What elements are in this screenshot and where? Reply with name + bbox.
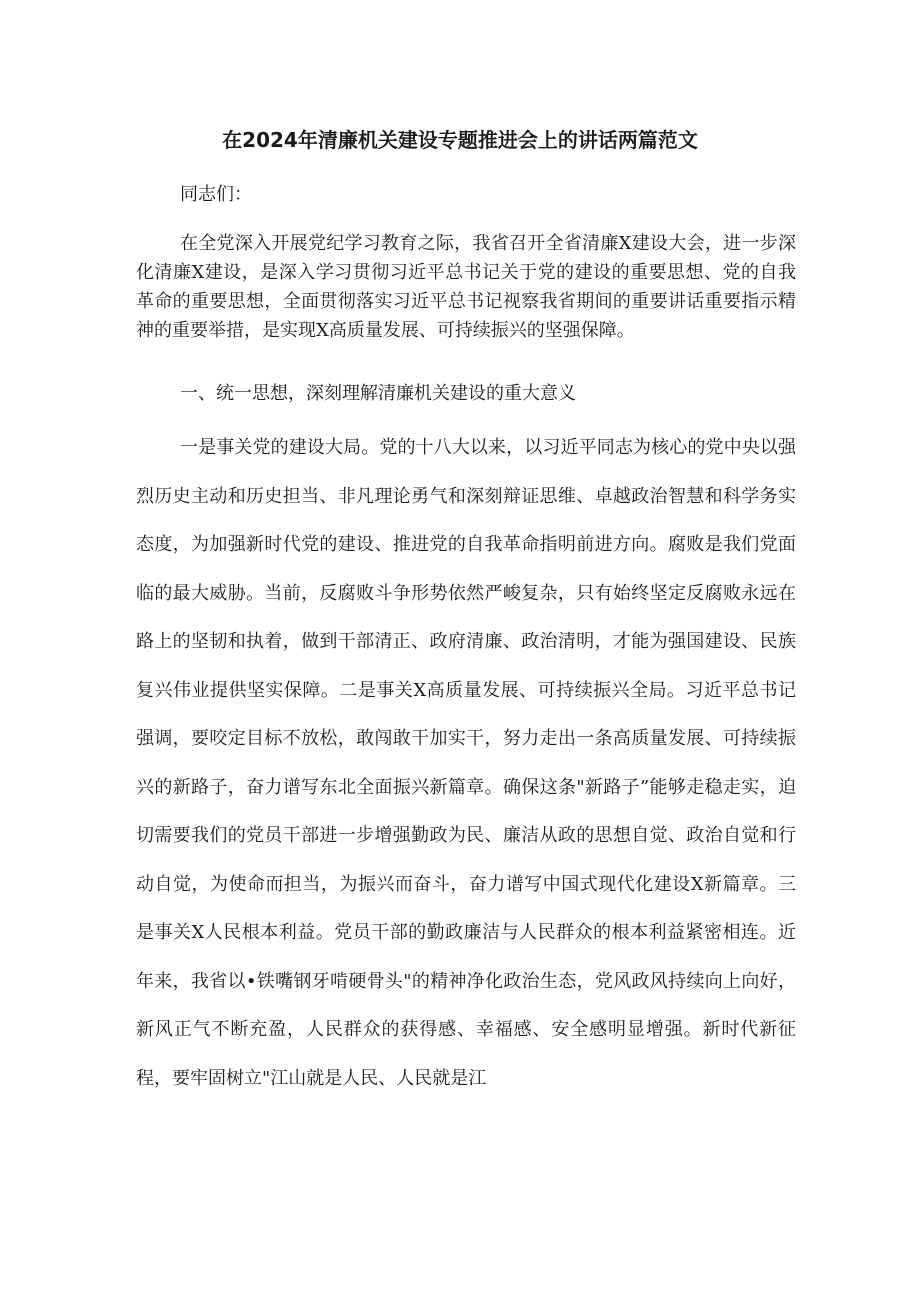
body-paragraph: 一是事关党的建设大局。党的十八大以来，以习近平同志为核心的党中央以强烈历史主动和历史担当、非凡理论勇气和深刻辩证思维、卓越政治智慧和科学务实态度，为加强新时代党的建设、推进党的自我革命指明前进方向。腐败是我们党面临的最大威胁。当前，反腐败斗争形势依然严峻复杂，只有始终坚定反腐败永远在路上的坚韧和执着，做到干部清正、政府清廉、政治清明，才能为强国建设、民族复兴伟业提供坚实保障。二是事关X高质量发展、可持续振兴全局。习近平总书记强调，要咬定目标不放松，敢闯敢干加实干，努力走出一条高质量发展、可持续振兴的新路子，奋力谱写东北全面振兴新篇章。确保这条"新路子”能够走稳走实，迫切需要我们的党员干部进一步增强勤政为民、廉洁从政的思想自觉、政治自觉和行动自觉，为使命而担当，为振兴而奋斗，奋力谱写中国式现代化建设X新篇章。三是事关X人民根本利益。党员干部的勤政廉洁与人民群众的根本利益紧密相连。近年来，我省以•铁嘴钢牙啃硬骨头"的精神净化政治生态，党风政风持续向上向好，新风正气不断充盈，人民群众的获得感、幸福感、安全感明显增强。新时代新征程，要牢固树立"江山就是人民、人民就是江: [136, 437, 796, 1089]
document-title: 在2024年清廉机关建设专题推进会上的讲话两篇范文: [222, 128, 698, 152]
salutation: 同志们：: [180, 184, 252, 205]
section-heading: 一、统一思想，深刻理解清廉机关建设的重大意义: [180, 383, 576, 404]
intro-paragraph: 在全党深入开展党纪学习教育之际，我省召开全省清廉X建设大会，进一步深化清廉X建设，是深入学习贯彻习近平总书记关于党的建设的重要思想、党的自我革命的重要思想，全面贯彻落实习近平总书记视察我省期间的重要讲话重要指示精神的重要举措，是实现X高质量发展、可持续振兴的坚强保障。: [136, 233, 796, 341]
